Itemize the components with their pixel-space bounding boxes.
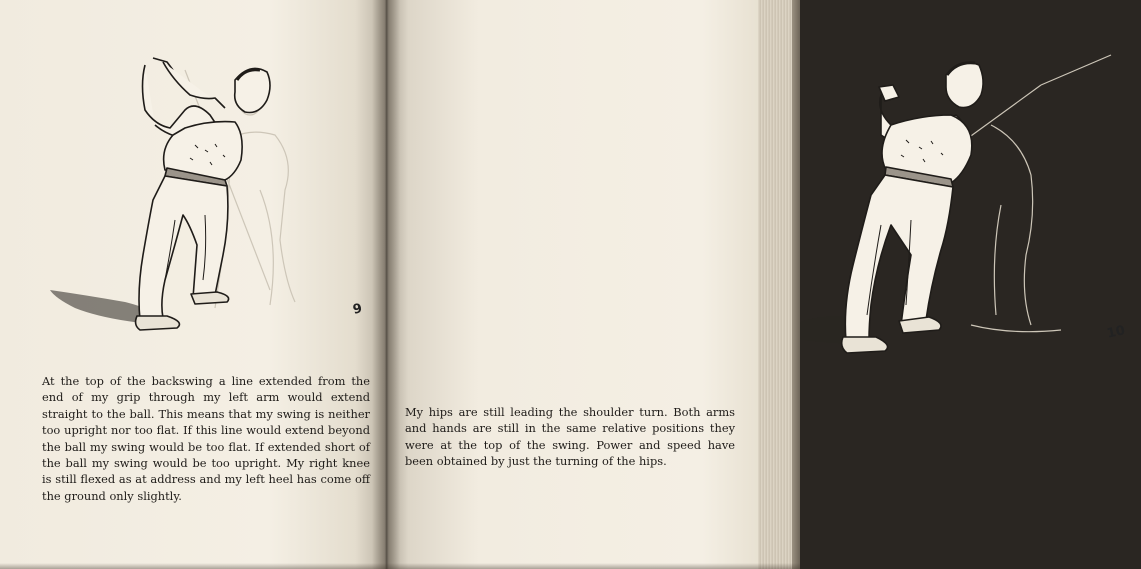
caption-left-text: At the top of the backswing a line extended from the end of my grip through my left arm would extend straight to the ball. This means that my swing is neither too upright nor too flat. If this line would extend beyond the ball my swing would be too flat. If extended short of the ball my swing would be too upright. My right knee is still flexed as at address and my left heel has come off the ground only slightly. xyxy=(42,374,370,503)
golfer-drawing-left xyxy=(45,40,370,340)
caption-right xyxy=(405,404,735,470)
book-gutter-shadow xyxy=(372,0,400,569)
golfer-top-of-backswing-illustration xyxy=(45,40,370,340)
page-edges xyxy=(758,0,800,569)
bottom-edge-shadow xyxy=(0,563,800,569)
caption-right-text: My hips are still leading the shoulder turn. Both arms and hands are still in the same relative positions they were at the top of the swing. Power and speed have been obtained by just the turning of the hips. xyxy=(405,405,735,469)
main-golfer-right xyxy=(842,63,983,353)
left-page xyxy=(0,0,386,569)
golfer-downswing-illustration xyxy=(781,45,1141,365)
caption-left xyxy=(42,373,370,504)
golfer-drawing-right xyxy=(781,45,1141,365)
right-page xyxy=(386,0,1127,569)
main-golfer-left xyxy=(136,58,270,330)
figure-number-left: 9 xyxy=(351,301,364,318)
figure-number-right: 10 xyxy=(1105,323,1127,342)
